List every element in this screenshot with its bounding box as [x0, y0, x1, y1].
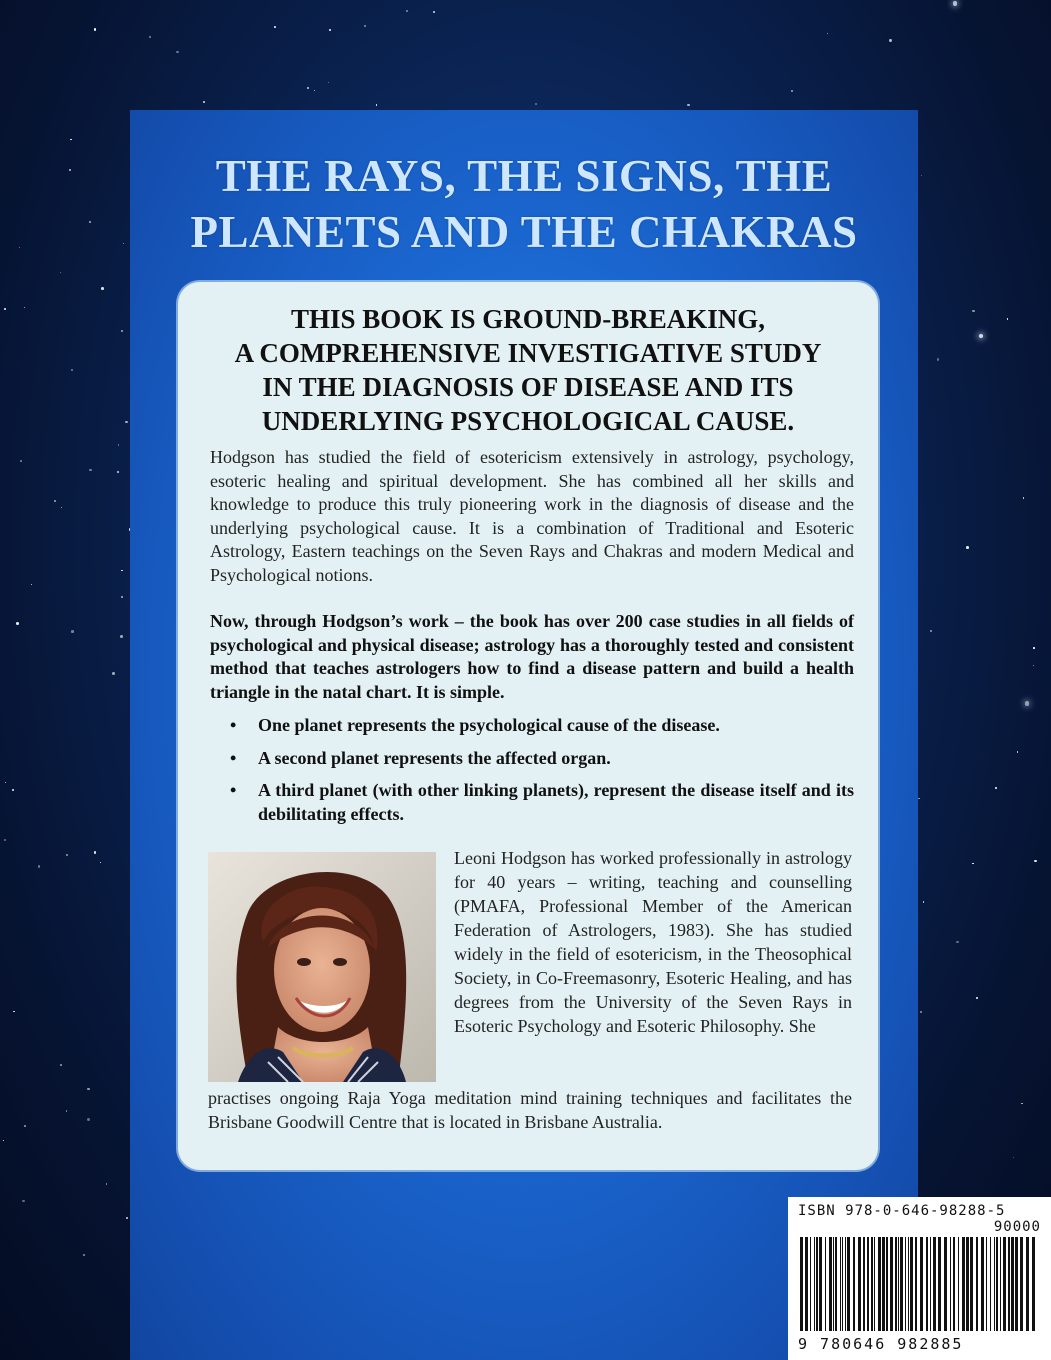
star-dot — [121, 596, 123, 598]
star-dot — [1025, 701, 1029, 705]
star-dot — [979, 334, 983, 338]
star-dot — [966, 546, 969, 549]
star-dot — [5, 782, 6, 783]
star-dot — [4, 839, 6, 841]
barcode-bar — [1003, 1237, 1006, 1331]
star-dot — [121, 570, 122, 571]
star-dot — [3, 1140, 4, 1141]
star-dot — [121, 330, 123, 332]
headline-line-3: IN THE DIAGNOSIS OF DISEASE AND ITS — [262, 372, 794, 402]
barcode-bar — [970, 1237, 973, 1331]
star-dot — [126, 1217, 128, 1219]
barcode-bar — [800, 1237, 803, 1331]
star-dot — [16, 622, 19, 625]
barcode-bar — [958, 1237, 959, 1331]
star-dot — [827, 33, 828, 34]
book-title — [130, 148, 918, 260]
star-dot — [1033, 647, 1035, 649]
star-dot — [71, 630, 74, 633]
star-dot — [24, 1125, 26, 1127]
star-dot — [149, 36, 151, 38]
star-dot — [117, 471, 119, 473]
star-dot — [307, 87, 309, 89]
barcode-bar — [810, 1237, 811, 1331]
barcode-bar — [994, 1237, 995, 1331]
barcode-bar — [898, 1237, 899, 1331]
star-dot — [1021, 1103, 1023, 1105]
star-dot — [376, 104, 378, 106]
barcode-bar — [950, 1237, 951, 1331]
barcode-bar — [805, 1237, 808, 1331]
star-dot — [83, 1254, 85, 1256]
barcode-bar — [829, 1237, 832, 1331]
star-dot — [1007, 318, 1008, 319]
star-dot — [22, 1200, 24, 1202]
star-dot — [125, 421, 127, 423]
star-dot — [70, 139, 72, 141]
barcode-bar — [1015, 1237, 1018, 1331]
book-title-line-2: PLANETS AND THE CHAKRAS — [190, 207, 858, 257]
star-dot — [60, 1064, 62, 1066]
barcode-bar — [840, 1237, 841, 1331]
health-triangle-list — [228, 714, 854, 835]
barcode-bar — [953, 1237, 955, 1331]
barcode-bar — [981, 1237, 984, 1331]
star-dot — [120, 635, 123, 638]
barcode-bar — [976, 1237, 978, 1331]
star-dot — [87, 1088, 90, 1091]
barcode-bar — [1000, 1237, 1001, 1331]
star-dot — [406, 10, 408, 12]
star-dot — [1023, 497, 1024, 498]
star-dot — [918, 798, 919, 799]
barcode-bar — [867, 1237, 869, 1331]
barcode-bars — [796, 1237, 1043, 1333]
barcode-bar — [1026, 1237, 1029, 1331]
star-dot — [274, 26, 276, 28]
star-dot — [1017, 751, 1018, 752]
barcode-bar — [930, 1237, 931, 1331]
star-dot — [94, 28, 97, 31]
headline-line-4: UNDERLYING PSYCHOLOGICAL CAUSE. — [261, 406, 795, 436]
barcode-bar — [853, 1237, 855, 1331]
star-dot — [20, 460, 22, 462]
book-title-line-1: THE RAYS, THE SIGNS, THE — [215, 151, 833, 201]
star-dot — [923, 901, 925, 903]
star-dot — [921, 175, 922, 176]
description-paragraph-1: Hodgson has studied the field of esotericism extensively in astrology, psychology, esoteric healing and spiritual development. She has combined all her skills and knowledge to produce this truly pioneering work in the diagnosis of disease and the underlying psychological cause. It is a combination of Traditional and Esoteric Astrology, Eastern teachings on the Seven Rays and Chakras and modern Medical and Psychological notions. — [210, 447, 854, 585]
star-dot — [101, 287, 104, 290]
star-dot — [19, 247, 20, 248]
barcode-bar — [905, 1237, 906, 1331]
star-dot — [89, 469, 91, 471]
barcode-bar — [920, 1237, 923, 1331]
barcode-bar — [986, 1237, 987, 1331]
barcode-bar — [926, 1237, 928, 1331]
barcode-bar — [825, 1237, 826, 1331]
author-bio: Leoni Hodgson has worked professionally in astrology for 40 years – writing, teaching and counselling (PMAFA, Professional Member of the American Federation of Astrologers, 1983). She has studied widely in the field of esotericism, in the Theosophical Society, in Co-Freemasonry, Esoteric Healing, and has degrees from the University of the Seven Rays in Esoteric Psychology and Esoteric Philosophy. She — [454, 848, 852, 1036]
barcode-bar — [833, 1237, 834, 1331]
barcode-bar — [944, 1237, 947, 1331]
barcode-bar — [882, 1237, 885, 1331]
barcode-bar — [878, 1237, 881, 1331]
barcode-bar — [1032, 1237, 1035, 1331]
isbn-number: ISBN 978-0-646-98288-5 — [798, 1203, 1006, 1219]
description-paragraph-2: Now, through Hodgson’s work – the book has over 200 case studies in all fields of psychological and physical disease; astrology has a thoroughly tested and consistent method that teaches astrologers how to find a disease pattern and build a health triangle in the natal chart. It is simple. — [210, 611, 854, 702]
barcode-bar — [966, 1237, 969, 1331]
star-dot — [976, 997, 978, 999]
star-dot — [953, 1, 958, 6]
barcode-bar — [816, 1237, 818, 1331]
barcode-bar — [819, 1237, 822, 1331]
isbn-barcode — [788, 1197, 1051, 1360]
barcode-bar — [915, 1237, 917, 1331]
star-dot — [687, 104, 690, 107]
barcode-bar — [890, 1237, 893, 1331]
star-dot — [87, 1118, 90, 1121]
star-dot — [1013, 1157, 1014, 1158]
star-dot — [4, 308, 6, 310]
barcode-bar — [996, 1237, 998, 1331]
star-dot — [972, 310, 975, 313]
star-dot — [203, 101, 206, 104]
star-dot — [433, 11, 435, 13]
list-item: • One planet represents the psychological cause of the disease. — [228, 714, 854, 738]
author-photo — [208, 852, 436, 1082]
author-bio-continued: practises ongoing Raja Yoga meditation mind training techniques and facilitates the Brisbane Goodwill Centre that is located in Brisbane Australia. — [208, 1088, 852, 1132]
star-dot — [38, 865, 40, 867]
list-item: • A third planet (with other linking planets), represent the disease itself and its debilitating effects. — [228, 779, 854, 826]
star-dot — [1034, 860, 1036, 862]
barcode-bar — [900, 1237, 903, 1331]
star-dot — [972, 863, 974, 865]
star-dot — [791, 90, 793, 92]
star-dot — [13, 1011, 14, 1012]
barcode-bar — [895, 1237, 897, 1331]
star-dot — [328, 82, 329, 83]
star-dot — [54, 500, 56, 502]
star-dot — [118, 444, 120, 446]
barcode-bar — [845, 1237, 846, 1331]
barcode-bar — [847, 1237, 850, 1331]
barcode-bar — [814, 1237, 815, 1331]
barcode-bar — [858, 1237, 861, 1331]
star-dot — [1033, 665, 1034, 666]
price-code: 90000 — [993, 1219, 1041, 1235]
barcode-bar — [874, 1237, 875, 1331]
star-dot — [364, 25, 367, 28]
barcode-bar — [863, 1237, 865, 1331]
star-dot — [535, 103, 537, 105]
star-dot — [66, 1110, 67, 1111]
star-dot — [69, 169, 71, 171]
star-dot — [61, 507, 62, 508]
barcode-bar — [842, 1237, 843, 1331]
description-box — [178, 282, 878, 1170]
star-dot — [956, 941, 958, 943]
star-dot — [106, 1183, 107, 1184]
star-dot — [24, 307, 25, 308]
barcode-bar — [1011, 1237, 1014, 1331]
star-dot — [920, 1011, 922, 1013]
star-dot — [94, 851, 97, 854]
star-dot — [329, 29, 331, 31]
star-dot — [31, 584, 32, 585]
barcode-bar — [871, 1237, 873, 1331]
star-dot — [89, 221, 91, 223]
barcode-bar — [908, 1237, 909, 1331]
star-dot — [123, 243, 124, 244]
blurb-headline — [178, 302, 878, 438]
star-dot — [995, 787, 997, 789]
barcode-bar — [990, 1237, 991, 1331]
star-dot — [66, 854, 68, 856]
ean-number: 9 780646 982885 — [798, 1335, 964, 1353]
star-dot — [889, 39, 891, 41]
headline-line-2: A COMPREHENSIVE INVESTIGATIVE STUDY — [234, 338, 822, 368]
star-dot — [71, 369, 73, 371]
star-dot — [112, 672, 115, 675]
barcode-bar — [1020, 1237, 1023, 1331]
barcode-bar — [910, 1237, 913, 1331]
star-dot — [930, 630, 932, 632]
barcode-bar — [962, 1237, 965, 1331]
star-dot — [937, 358, 940, 361]
barcode-bar — [933, 1237, 936, 1331]
star-dot — [314, 90, 315, 91]
barcode-bar — [835, 1237, 837, 1331]
barcode-bar — [886, 1237, 888, 1331]
star-dot — [100, 862, 101, 863]
star-dot — [176, 51, 179, 54]
barcode-bar — [938, 1237, 941, 1331]
star-dot — [12, 789, 14, 791]
star-dot — [60, 272, 61, 273]
headline-line-1: THIS BOOK IS GROUND-BREAKING, — [290, 304, 766, 334]
list-item: • A second planet represents the affected organ. — [228, 747, 854, 771]
barcode-bar — [1008, 1237, 1010, 1331]
